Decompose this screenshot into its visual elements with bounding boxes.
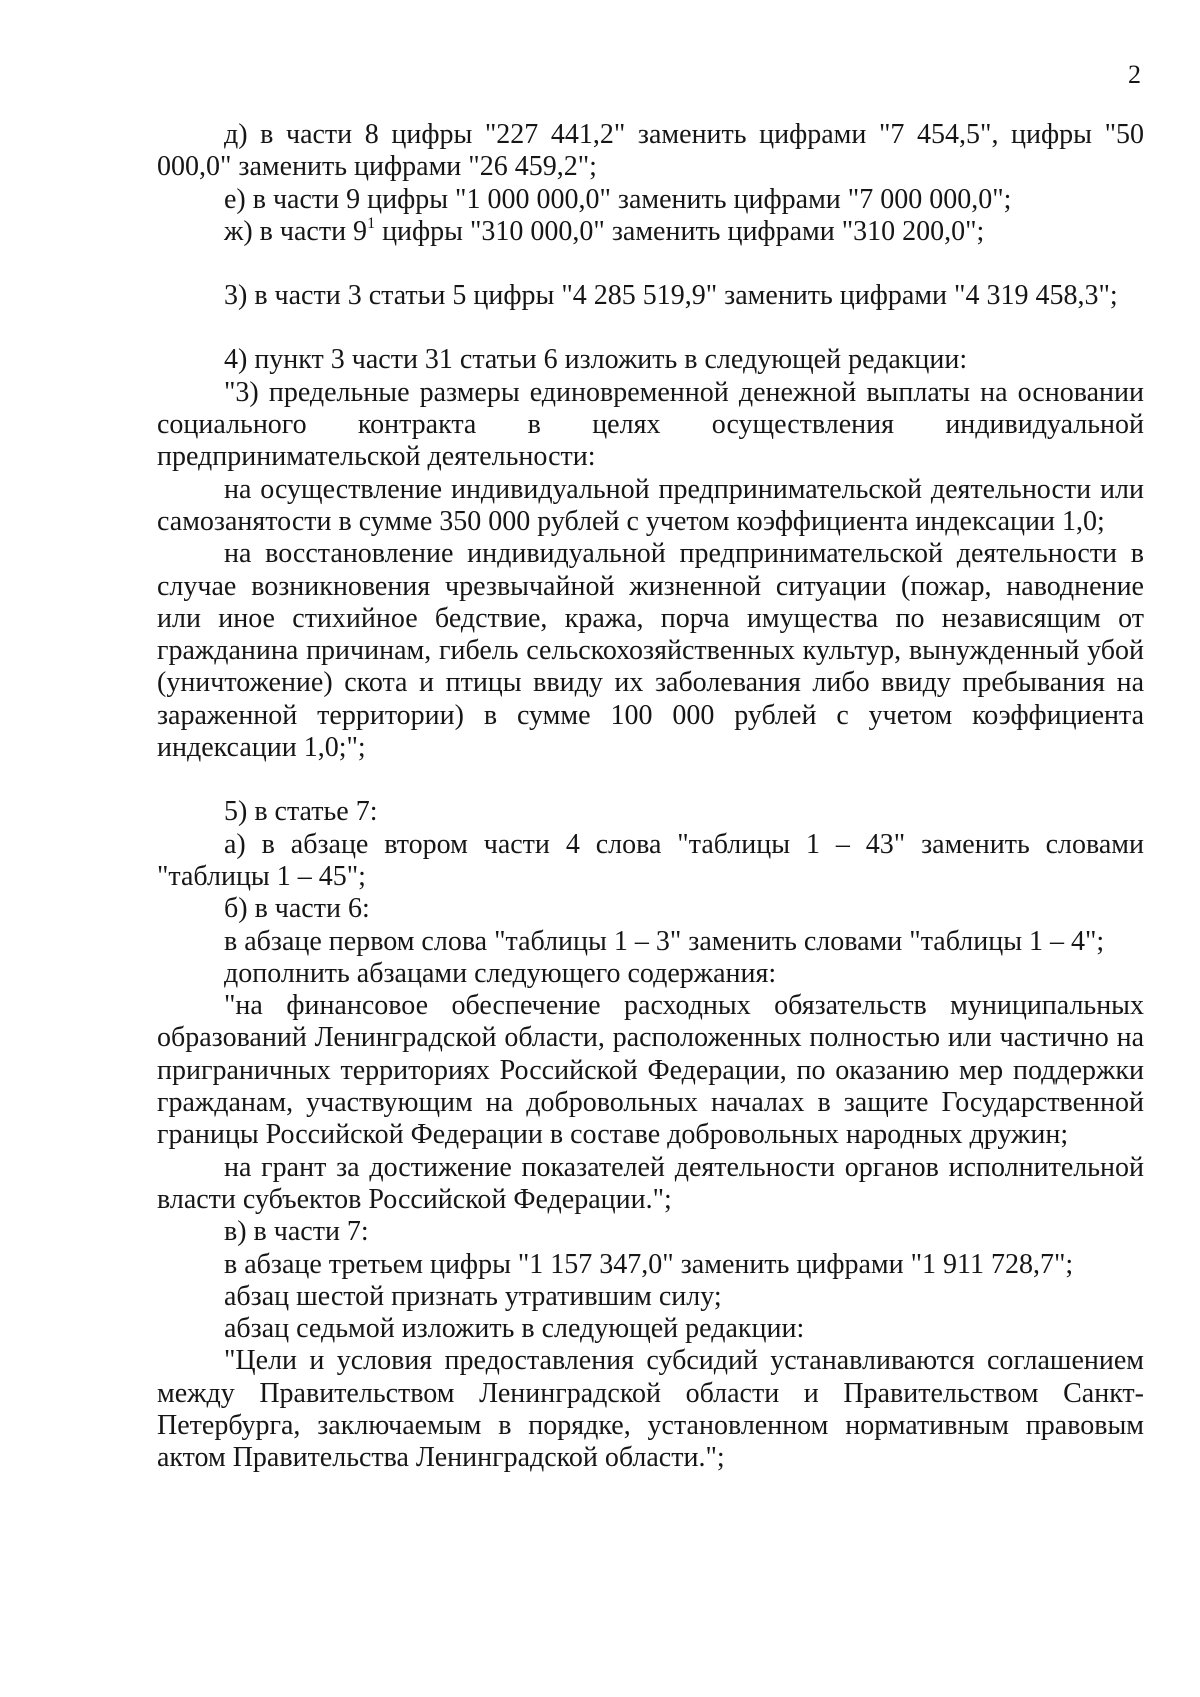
paragraph-point-5: 5) в статье 7: (224, 796, 378, 828)
paragraph-sixth-abzac: абзац шестой признать утратившим силу; (224, 1280, 722, 1312)
paragraph-grant: на грант за достижение показателей деятельности органов исполнительной власти субъектов Российской Федерации."; (157, 1151, 1144, 1215)
spacer (157, 312, 1144, 344)
paragraph-quoted-3: "3) предельные размеры единовременной денежной выплаты на основании социального контракта в целях осуществления индивидуальной предпринимательской деятельности: (157, 376, 1144, 473)
document-body (157, 119, 1144, 1475)
paragraph-item-a: а) в абзаце втором части 4 слова "таблицы 1 – 43" заменить словами "таблицы 1 – 45"; (157, 828, 1144, 892)
paragraph-financial-support: "на финансовое обеспечение расходных обязательств муниципальных образований Ленинградской области, расположенных полностью или частично на приграничных территориях Российской Федерации, по оказанию мер поддержки гражданам, участвующим на добровольных началах в защите Государственной границы Российской Федерации в составе добровольных народных дружин; (157, 990, 1144, 1151)
paragraph-item-zh-end: цифры "310 000,0" заменить цифрами "310 200,0"; (375, 215, 985, 247)
page-number: 2 (1128, 60, 1141, 89)
paragraph-restoration: на восстановление индивидуальной предпринимательской деятельности в случае возникновения чрезвычайной жизненной ситуации (пожар, наводнение или иное стихийное бедствие, кража, порча имущества по независящим от гражданина причинам, гибель сельскохозяйственных культур, вынужденный убой (уничтожение) скота и птицы ввиду их заболевания либо ввиду пребывания на зараженной территории) в сумме 100 000 рублей с учетом коэффициента индексации 1,0;"; (157, 538, 1144, 764)
paragraph-point-3: 3) в части 3 статьи 5 цифры "4 285 519,9" заменить цифрами "4 319 458,3"; (224, 280, 1118, 312)
paragraph-item-e: е) в части 9 цифры "1 000 000,0" заменить цифрами "7 000 000,0"; (224, 183, 1012, 215)
paragraph-item-zh (157, 216, 1144, 248)
paragraph-point-4: 4) пункт 3 части 31 статьи 6 изложить в следующей редакции: (224, 344, 968, 376)
spacer (157, 248, 1144, 280)
paragraph-seventh-abzac: абзац седьмой изложить в следующей редакции: (224, 1313, 805, 1345)
paragraph-first-abzac: в абзаце первом слова "таблицы 1 – 3" заменить словами "таблицы 1 – 4"; (224, 925, 1105, 957)
superscript: 1 (367, 214, 376, 232)
paragraph-third-abzac: в абзаце третьем цифры "1 157 347,0" заменить цифрами "1 911 728,7"; (224, 1248, 1074, 1280)
paragraph-goals-conditions: "Цели и условия предоставления субсидий устанавливаются соглашением между Правительством Ленинградской области и Правительством Санкт-Петербурга, заключаемым в порядке, установленном нормативным правовым актом Правительства Ленинградской области."; (157, 1345, 1144, 1474)
paragraph-item-d: д) в части 8 цифры "227 441,2" заменить цифрами "7 454,5", цифры "50 000,0" заменить цифрами "26 459,2"; (157, 119, 1144, 183)
paragraph-add-abzacs: дополнить абзацами следующего содержания: (224, 957, 777, 989)
paragraph-item-zh-start: ж) в части 9 (224, 215, 368, 247)
paragraph-item-b: б) в части 6: (224, 893, 370, 925)
paragraph-self-employment: на осуществление индивидуальной предпринимательской деятельности или самозанятости в сумме 350 000 рублей с учетом коэффициента индексации 1,0; (157, 473, 1144, 537)
paragraph-item-v: в) в части 7: (224, 1216, 369, 1248)
spacer (157, 764, 1144, 796)
